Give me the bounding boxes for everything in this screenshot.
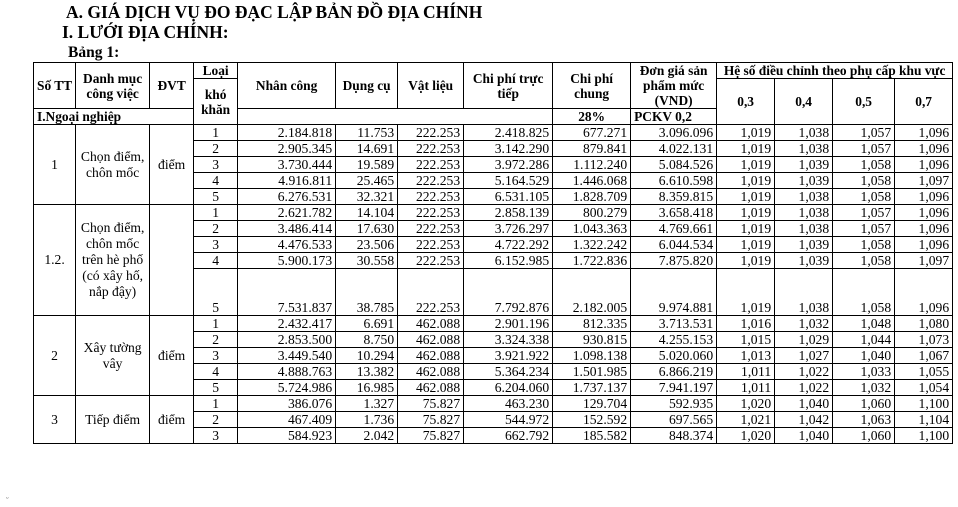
cell-value: 2.184.818: [238, 125, 336, 141]
cell-value: 1,096: [895, 221, 953, 237]
row-stt: 3: [34, 396, 76, 444]
row-unit: điểm: [150, 396, 194, 444]
cell-value: 16.985: [336, 380, 398, 396]
cell-value: 30.558: [336, 253, 398, 269]
header-difficulty-bottom: khó khăn: [194, 79, 238, 125]
cell-value: 1,022: [775, 364, 833, 380]
cell-value: 3.449.540: [238, 348, 336, 364]
cell-value: 1,039: [775, 237, 833, 253]
cell-value: 2.901.196: [464, 316, 553, 332]
table-row: [34, 205, 953, 221]
cell-value: 1,039: [775, 173, 833, 189]
cell-value: 1,097: [895, 173, 953, 189]
cell-value: 1,019: [717, 237, 775, 253]
cell-value: 3.921.922: [464, 348, 553, 364]
cell-value: 222.253: [398, 237, 464, 253]
cell-difficulty: 5: [194, 269, 238, 316]
cell-value: 75.827: [398, 412, 464, 428]
cell-value: 1,019: [717, 157, 775, 173]
cell-value: 1,058: [833, 189, 895, 205]
cell-value: 467.409: [238, 412, 336, 428]
cell-value: 14.104: [336, 205, 398, 221]
row-category-name: Xây tường vây: [76, 316, 150, 396]
cell-value: 1,096: [895, 141, 953, 157]
cell-value: 2.858.139: [464, 205, 553, 221]
cell-value: 185.582: [553, 428, 631, 444]
cell-value: 6.610.598: [631, 173, 717, 189]
cell-value: 1.098.138: [553, 348, 631, 364]
header-stt: Số TT: [34, 63, 76, 109]
cell-value: 1,073: [895, 332, 953, 348]
table-caption: Bảng 1:: [68, 44, 120, 61]
cell-value: 1,027: [775, 348, 833, 364]
cell-value: 1,100: [895, 428, 953, 444]
cell-difficulty: 5: [194, 380, 238, 396]
row-stt: 1.2.: [34, 205, 76, 316]
cell-value: 1.112.240: [553, 157, 631, 173]
cell-value: 1,096: [895, 237, 953, 253]
cell-value: 1,011: [717, 380, 775, 396]
cell-value: 1,013: [717, 348, 775, 364]
cell-difficulty: 4: [194, 173, 238, 189]
section-title: A. GIÁ DỊCH VỤ ĐO ĐẠC LẬP BẢN ĐỒ ĐỊA CHÍNH: [66, 2, 483, 22]
cell-value: 930.815: [553, 332, 631, 348]
cell-value: 1,055: [895, 364, 953, 380]
cell-value: 1,100: [895, 396, 953, 412]
cell-value: 1,016: [717, 316, 775, 332]
cell-value: 4.255.153: [631, 332, 717, 348]
table-row: [34, 125, 953, 141]
cell-value: 1,058: [833, 157, 895, 173]
cell-value: 4.476.533: [238, 237, 336, 253]
row-stt: 1: [34, 125, 76, 205]
cell-value: 1,019: [717, 125, 775, 141]
cell-value: 4.916.811: [238, 173, 336, 189]
cell-value: 4.722.292: [464, 237, 553, 253]
cell-value: 1,060: [833, 428, 895, 444]
row-unit: [150, 205, 194, 316]
cell-value: 592.935: [631, 396, 717, 412]
header-coef-05: 0,5: [833, 79, 895, 125]
cell-value: 1,038: [775, 269, 833, 316]
cell-value: 222.253: [398, 173, 464, 189]
cell-value: 1.322.242: [553, 237, 631, 253]
cell-value: 75.827: [398, 428, 464, 444]
cell-value: 812.335: [553, 316, 631, 332]
cell-value: 2.621.782: [238, 205, 336, 221]
header-labor: Nhân công: [238, 63, 336, 109]
cell-value: 1,015: [717, 332, 775, 348]
cell-value: 222.253: [398, 141, 464, 157]
cell-value: 1,097: [895, 253, 953, 269]
cell-value: 662.792: [464, 428, 553, 444]
header-coef-03: 0,3: [717, 79, 775, 125]
cell-value: 1,080: [895, 316, 953, 332]
cell-value: 1,058: [833, 173, 895, 189]
header-direct-cost: Chi phí trực tiếp: [464, 63, 553, 109]
row-category-name: Chọn điểm, chôn mốc: [76, 125, 150, 205]
cell-value: 1,057: [833, 141, 895, 157]
cell-value: 463.230: [464, 396, 553, 412]
cell-value: 1,054: [895, 380, 953, 396]
cell-difficulty: 5: [194, 189, 238, 205]
cell-value: 1,029: [775, 332, 833, 348]
cell-value: 1,032: [775, 316, 833, 332]
cell-difficulty: 1: [194, 125, 238, 141]
cell-value: 1,038: [775, 205, 833, 221]
cell-value: 1,096: [895, 157, 953, 173]
cell-value: 5.724.986: [238, 380, 336, 396]
cell-value: 6.276.531: [238, 189, 336, 205]
cell-value: 462.088: [398, 332, 464, 348]
cell-value: 11.753: [336, 125, 398, 141]
cell-value: 7.792.876: [464, 269, 553, 316]
cell-value: 1,040: [775, 396, 833, 412]
cell-value: 5.900.173: [238, 253, 336, 269]
cell-value: 3.730.444: [238, 157, 336, 173]
cell-value: 5.084.526: [631, 157, 717, 173]
cell-value: 1,019: [717, 173, 775, 189]
cell-value: 1,060: [833, 396, 895, 412]
cell-value: 3.972.286: [464, 157, 553, 173]
cell-value: 1,104: [895, 412, 953, 428]
cell-value: 1,033: [833, 364, 895, 380]
cell-value: 1.722.836: [553, 253, 631, 269]
cell-value: 1.446.068: [553, 173, 631, 189]
row-stt: 2: [34, 316, 76, 396]
cell-value: 17.630: [336, 221, 398, 237]
cell-value: 1,096: [895, 269, 953, 316]
header-general-cost: Chi phí chung: [553, 63, 631, 109]
cell-difficulty: 3: [194, 428, 238, 444]
cell-value: 1,038: [775, 221, 833, 237]
cell-value: 3.713.531: [631, 316, 717, 332]
cell-value: 462.088: [398, 348, 464, 364]
header-coef-04: 0,4: [775, 79, 833, 125]
cell-value: 1,044: [833, 332, 895, 348]
cell-value: 1.736: [336, 412, 398, 428]
cell-value: 14.691: [336, 141, 398, 157]
cell-value: 1,021: [717, 412, 775, 428]
cell-value: 1,019: [717, 141, 775, 157]
cell-value: 879.841: [553, 141, 631, 157]
cell-value: 1.501.985: [553, 364, 631, 380]
cell-value: 32.321: [336, 189, 398, 205]
row-category-name: Tiếp điểm: [76, 396, 150, 444]
cell-value: 1,048: [833, 316, 895, 332]
cell-value: 6.866.219: [631, 364, 717, 380]
cell-difficulty: 1: [194, 205, 238, 221]
cell-value: 1,019: [717, 253, 775, 269]
cell-value: 3.658.418: [631, 205, 717, 221]
cell-value: 1,058: [833, 253, 895, 269]
cell-value: 1,057: [833, 205, 895, 221]
cell-value: 1,057: [833, 221, 895, 237]
general-cost-percent: 28%: [553, 109, 631, 125]
cell-difficulty: 2: [194, 221, 238, 237]
cell-value: 8.359.815: [631, 189, 717, 205]
header-tools: Dụng cụ: [336, 63, 398, 109]
header-materials: Vật liệu: [398, 63, 464, 109]
cell-value: 1,038: [775, 141, 833, 157]
cell-value: 1,058: [833, 237, 895, 253]
cell-value: 25.465: [336, 173, 398, 189]
cell-difficulty: 4: [194, 364, 238, 380]
cell-value: 222.253: [398, 125, 464, 141]
header-unit-price: Đơn giá sản phẩm mức (VND) PCKV 0,2: [631, 63, 717, 125]
cell-value: 6.204.060: [464, 380, 553, 396]
cell-value: 1,019: [717, 269, 775, 316]
cell-value: 1,096: [895, 205, 953, 221]
cell-value: 1,038: [775, 125, 833, 141]
cell-value: 1,058: [833, 269, 895, 316]
price-table: [33, 62, 953, 444]
cell-value: 1,020: [717, 396, 775, 412]
cell-value: 1,032: [833, 380, 895, 396]
cell-value: 129.704: [553, 396, 631, 412]
cell-value: 386.076: [238, 396, 336, 412]
cell-value: 1,020: [717, 428, 775, 444]
cell-value: 3.324.338: [464, 332, 553, 348]
cell-value: 1,019: [717, 205, 775, 221]
cell-value: 222.253: [398, 189, 464, 205]
cell-value: 462.088: [398, 316, 464, 332]
cell-value: 2.042: [336, 428, 398, 444]
cell-difficulty: 1: [194, 316, 238, 332]
cell-value: 1,019: [717, 189, 775, 205]
cell-value: 5.164.529: [464, 173, 553, 189]
cell-value: 19.589: [336, 157, 398, 173]
cell-value: 584.923: [238, 428, 336, 444]
cell-value: 800.279: [553, 205, 631, 221]
cell-value: 222.253: [398, 221, 464, 237]
cell-value: 462.088: [398, 364, 464, 380]
cell-value: 4.888.763: [238, 364, 336, 380]
cell-value: 8.750: [336, 332, 398, 348]
row-unit: điểm: [150, 316, 194, 396]
cell-value: 9.974.881: [631, 269, 717, 316]
cell-value: 677.271: [553, 125, 631, 141]
cell-value: 1,096: [895, 189, 953, 205]
cell-value: 13.382: [336, 364, 398, 380]
cell-value: 38.785: [336, 269, 398, 316]
cell-value: 7.875.820: [631, 253, 717, 269]
header-coef-07: 0,7: [895, 79, 953, 125]
cell-value: 6.044.534: [631, 237, 717, 253]
scan-mark: ᵕ: [6, 493, 9, 503]
cell-value: 3.726.297: [464, 221, 553, 237]
cell-value: 5.364.234: [464, 364, 553, 380]
cell-value: 1,011: [717, 364, 775, 380]
header-coefficient: Hệ số điều chỉnh theo phụ cấp khu vực: [717, 63, 953, 79]
cell-value: 2.418.825: [464, 125, 553, 141]
cell-difficulty: 3: [194, 237, 238, 253]
table-row: [34, 396, 953, 412]
cell-value: 5.020.060: [631, 348, 717, 364]
cell-value: 7.531.837: [238, 269, 336, 316]
cell-value: 462.088: [398, 380, 464, 396]
cell-value: 75.827: [398, 396, 464, 412]
cell-difficulty: 4: [194, 253, 238, 269]
table-header: [34, 63, 953, 125]
cell-value: 6.152.985: [464, 253, 553, 269]
cell-value: 222.253: [398, 205, 464, 221]
cell-value: 222.253: [398, 253, 464, 269]
header-unit: ĐVT: [150, 63, 194, 109]
cell-value: 1,063: [833, 412, 895, 428]
cell-value: 1,042: [775, 412, 833, 428]
cell-difficulty: 2: [194, 332, 238, 348]
cell-difficulty: 3: [194, 157, 238, 173]
cell-value: 222.253: [398, 269, 464, 316]
cell-value: 6.691: [336, 316, 398, 332]
cell-value: 1.327: [336, 396, 398, 412]
cell-value: 544.972: [464, 412, 553, 428]
cell-value: 1,038: [775, 189, 833, 205]
cell-value: 697.565: [631, 412, 717, 428]
cell-value: 1,039: [775, 157, 833, 173]
fieldwork-label: I.Ngoại nghiệp: [34, 109, 194, 125]
cell-value: 10.294: [336, 348, 398, 364]
cell-value: 2.182.005: [553, 269, 631, 316]
cell-value: 1,040: [833, 348, 895, 364]
cell-value: 1.043.363: [553, 221, 631, 237]
cell-value: 3.096.096: [631, 125, 717, 141]
cell-value: 1,022: [775, 380, 833, 396]
cell-value: 1,019: [717, 221, 775, 237]
pckv-label: PCKV 0,2: [631, 108, 716, 124]
row-unit: điểm: [150, 125, 194, 205]
cell-value: 848.374: [631, 428, 717, 444]
cell-difficulty: 1: [194, 396, 238, 412]
cell-value: 1,096: [895, 125, 953, 141]
cell-value: 152.592: [553, 412, 631, 428]
cell-value: 1.737.137: [553, 380, 631, 396]
cell-value: 1,057: [833, 125, 895, 141]
cell-value: 222.253: [398, 157, 464, 173]
cell-value: 1,040: [775, 428, 833, 444]
cell-value: 2.905.345: [238, 141, 336, 157]
cell-value: 23.506: [336, 237, 398, 253]
header-category: Danh mục công việc: [76, 63, 150, 109]
cell-value: 3.142.290: [464, 141, 553, 157]
cell-value: 2.432.417: [238, 316, 336, 332]
cell-value: 4.769.661: [631, 221, 717, 237]
cell-value: 3.486.414: [238, 221, 336, 237]
cell-value: 7.941.197: [631, 380, 717, 396]
cell-value: 1,039: [775, 253, 833, 269]
row-category-name: Chọn điểm, chôn mốc trên hè phố (có xây hố, nắp đậy): [76, 205, 150, 316]
cell-value: 1,067: [895, 348, 953, 364]
cell-difficulty: 2: [194, 412, 238, 428]
table-row: [34, 316, 953, 332]
subsection-title: I. LƯỚI ĐỊA CHÍNH:: [62, 22, 229, 42]
table-body: [34, 125, 953, 444]
cell-value: 4.022.131: [631, 141, 717, 157]
cell-value: 6.531.105: [464, 189, 553, 205]
cell-value: 2.853.500: [238, 332, 336, 348]
cell-difficulty: 2: [194, 141, 238, 157]
cell-value: 1.828.709: [553, 189, 631, 205]
header-difficulty-top: Loại: [194, 63, 238, 79]
cell-difficulty: 3: [194, 348, 238, 364]
